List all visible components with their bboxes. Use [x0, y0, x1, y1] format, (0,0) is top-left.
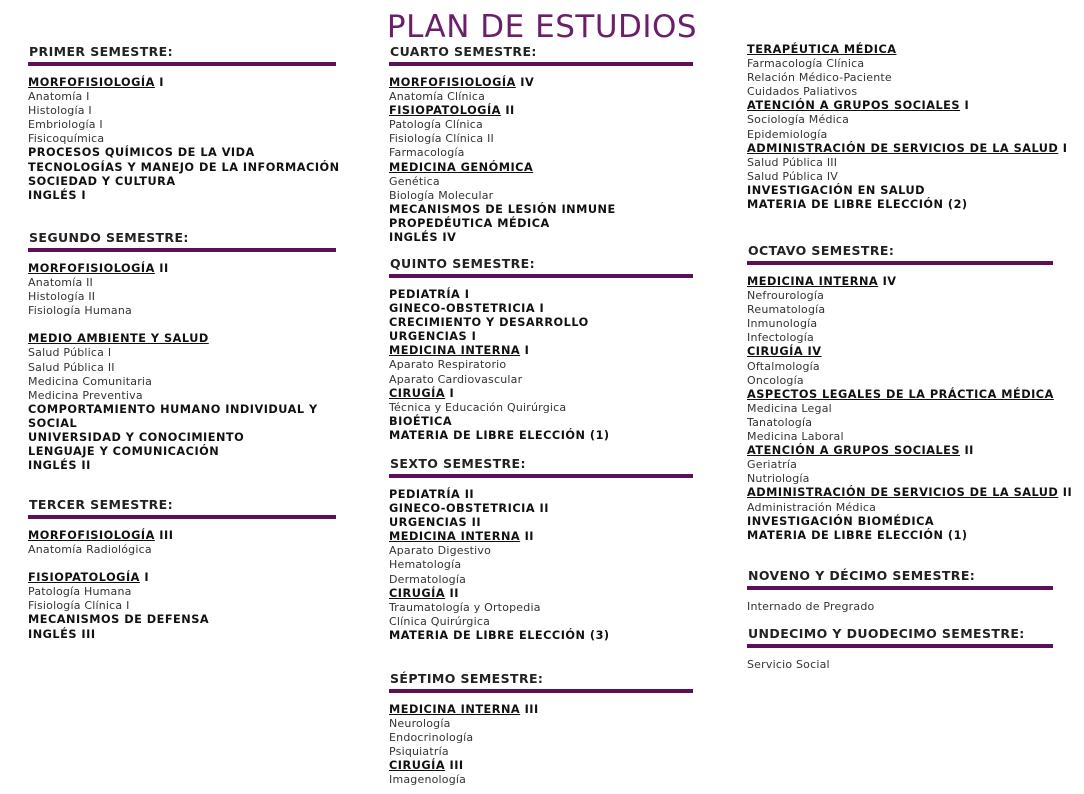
course-item: Nefrourología — [747, 289, 825, 303]
course-title: BIOÉTICA — [389, 414, 453, 428]
course-item: Farmacología Clínica — [747, 57, 865, 71]
course-item: Fisiología Humana — [28, 304, 132, 318]
course-title: MECANISMOS DE LESIÓN INMUNE — [389, 202, 616, 216]
course-area-level: I — [960, 99, 970, 113]
course-title: TECNOLOGÍAS Y MANEJO DE LA INFORMACIÓN — [28, 160, 340, 174]
course-item: Salud Pública I — [28, 346, 112, 360]
course-area-title — [28, 571, 336, 585]
course-area-title — [389, 587, 693, 601]
course-area-name: MEDICINA INTERNA — [747, 275, 879, 288]
semester-block — [28, 230, 336, 473]
heading-divider — [389, 62, 693, 66]
course-area-level: II — [960, 444, 974, 458]
course-area-level: II — [500, 104, 515, 118]
course-item: Epidemiología — [747, 127, 828, 141]
course-area-title — [747, 275, 1053, 289]
course-title: CRECIMIENTO Y DESARROLLO — [389, 316, 589, 330]
course-item: Oftalmología — [747, 359, 820, 373]
course-area-level: III — [154, 529, 174, 542]
course-item: Administración Médica — [747, 500, 877, 514]
course-area-name: MEDICINA GENÓMICA — [389, 160, 534, 174]
course-title: PEDIATRÍA II — [389, 488, 475, 501]
course-title: GINECO-OBSTETRICIA I — [389, 302, 545, 316]
heading-divider — [389, 474, 693, 478]
semester-block — [28, 497, 336, 642]
course-title: INVESTIGACIÓN BIOMÉDICA — [747, 514, 935, 528]
heading-divider — [28, 515, 336, 519]
course-item: Fisiología Clínica I — [28, 599, 130, 613]
course-area-level: I — [445, 386, 455, 400]
course-item: Embriología I — [28, 118, 103, 132]
semester-heading: OCTAVO SEMESTRE: — [748, 243, 895, 258]
course-area-name: ATENCIÓN A GRUPOS SOCIALES — [747, 444, 961, 458]
spacer — [28, 557, 336, 571]
course-item: Neurología — [389, 717, 451, 731]
course-title: INGLÉS II — [28, 459, 91, 473]
course-area-name: MEDICINA INTERNA — [389, 703, 521, 716]
course-item: Biología Molecular — [389, 188, 494, 202]
course-item: Fisiología Clínica II — [389, 132, 494, 146]
semester-heading: UNDECIMO Y DUODECIMO SEMESTRE: — [748, 626, 1025, 641]
semester-heading: SEXTO SEMESTRE: — [390, 456, 526, 471]
semester-block — [747, 568, 1053, 614]
course-item: Técnica y Educación Quirúrgica — [389, 400, 567, 414]
course-area-name: ASPECTOS LEGALES DE LA PRÁCTICA MÉDICA — [747, 387, 1054, 401]
semester-block — [28, 44, 340, 203]
semester-block — [747, 626, 1053, 672]
course-area-level: II — [445, 586, 459, 600]
course-area-name: CIRUGÍA — [389, 386, 446, 400]
semester-block — [389, 256, 693, 443]
course-area-level: IV — [878, 275, 897, 288]
semester-heading: NOVENO Y DÉCIMO SEMESTRE: — [748, 568, 976, 583]
course-area-level: II — [520, 530, 534, 544]
course-area-name: CIRUGÍA — [389, 759, 446, 773]
course-item: Relación Médico-Paciente — [747, 71, 892, 85]
course-title: INGLÉS IV — [389, 231, 457, 245]
course-area-level: II — [154, 262, 169, 275]
course-item: Aparato Digestivo — [389, 544, 492, 558]
heading-divider — [28, 62, 336, 66]
course-item: Anatomía Radiológica — [28, 543, 152, 557]
course-area-title — [389, 387, 693, 401]
course-title: MATERIA DE LIBRE ELECCIÓN (3) — [389, 628, 610, 642]
course-title: MATERIA DE LIBRE ELECCIÓN (2) — [747, 198, 968, 212]
course-area-title — [747, 486, 1073, 500]
course-area-level: I — [520, 344, 530, 358]
course-title: MECANISMOS DE DEFENSA — [28, 613, 210, 627]
semester-block — [389, 44, 693, 245]
course-title: PROCESOS QUÍMICOS DE LA VIDA — [28, 146, 255, 160]
semester-block — [747, 243, 1073, 543]
course-item: Cuidados Paliativos — [747, 85, 858, 99]
semester-heading: PRIMER SEMESTRE: — [29, 44, 174, 59]
course-item: Oncología — [747, 373, 804, 387]
course-title: URGENCIAS I — [389, 330, 477, 344]
semester-heading: TERCER SEMESTRE: — [29, 497, 173, 512]
course-item: Salud Pública III — [747, 155, 838, 169]
course-area-name: MORFOFISIOLOGÍA — [28, 529, 155, 542]
course-item: Anatomía Clínica — [389, 90, 486, 104]
course-area-title — [389, 530, 693, 544]
course-area-name: MORFOFISIOLOGÍA — [389, 76, 516, 89]
course-area-name: CIRUGÍA — [389, 586, 446, 600]
course-area-title — [28, 332, 336, 346]
course-area-title — [389, 76, 693, 90]
course-area-name: MORFOFISIOLOGÍA — [28, 262, 155, 275]
course-item: Nutriología — [747, 472, 810, 486]
course-area-level: II — [1058, 486, 1073, 500]
course-title: PEDIATRÍA I — [389, 288, 470, 301]
course-area-title — [28, 529, 336, 543]
course-area-name: ATENCIÓN A GRUPOS SOCIALES — [747, 99, 961, 113]
course-title: INVESTIGACIÓN EN SALUD — [747, 183, 925, 197]
semester-heading: SEGUNDO SEMESTRE: — [29, 230, 189, 245]
course-area-name: CIRUGÍA IV — [747, 345, 822, 359]
course-item: Histología I — [28, 104, 92, 118]
course-area-title — [389, 104, 693, 118]
course-title: INGLÉS III — [28, 627, 96, 641]
course-title: LENGUAJE Y COMUNICACIÓN — [28, 445, 220, 459]
heading-divider — [747, 261, 1053, 265]
course-area-title — [747, 43, 1053, 57]
course-item: Medicina Laboral — [747, 430, 844, 444]
course-item: Dermatología — [389, 572, 467, 586]
course-area-name: ADMINISTRACIÓN DE SERVICIOS DE LA SALUD — [747, 486, 1059, 500]
course-area-title — [389, 161, 693, 175]
heading-divider — [389, 689, 693, 693]
course-item: Farmacología — [389, 146, 465, 160]
semester-heading: CUARTO SEMESTRE: — [390, 44, 537, 59]
course-item: Aparato Respiratorio — [389, 358, 507, 372]
course-title: INGLÉS I — [28, 188, 87, 202]
course-item: Tanatología — [747, 415, 813, 429]
course-area-title — [28, 262, 336, 276]
course-item: Genética — [389, 174, 440, 188]
course-item: Inmunología — [747, 317, 818, 331]
course-area-name: MEDICINA INTERNA — [389, 344, 521, 358]
heading-divider — [747, 644, 1053, 648]
course-area-title — [389, 759, 693, 773]
course-item: Traumatología y Ortopedia — [389, 600, 541, 614]
course-item: Medicina Preventiva — [28, 388, 143, 402]
course-item: Patología Clínica — [389, 118, 483, 132]
course-item: Reumatología — [747, 303, 826, 317]
course-area-name: MEDIO AMBIENTE Y SALUD — [28, 332, 209, 346]
semester-block — [389, 456, 693, 643]
course-item: Imagenología — [389, 773, 467, 787]
course-item: Anatomía II — [28, 276, 93, 290]
course-area-name: MEDICINA INTERNA — [389, 530, 521, 544]
course-item: Salud Pública IV — [747, 169, 838, 183]
spacer — [28, 318, 336, 332]
course-area-level: III — [445, 759, 464, 773]
course-title: UNIVERSIDAD Y CONOCIMIENTO — [28, 431, 245, 445]
course-item: Aparato Cardiovascular — [389, 372, 523, 386]
course-item: Anatomía I — [28, 90, 90, 104]
course-item: Fisicoquímica — [28, 132, 105, 146]
course-item: Hematología — [389, 558, 462, 572]
course-area-level: I — [154, 76, 164, 89]
course-item: Internado de Pregrado — [747, 600, 875, 613]
course-area-level: I — [1058, 141, 1068, 155]
course-item: Servicio Social — [747, 658, 830, 671]
course-title: SOCIEDAD Y CULTURA — [28, 174, 176, 188]
course-area-title — [747, 388, 1053, 402]
course-area-title — [747, 141, 1068, 156]
heading-divider — [747, 586, 1053, 590]
course-area-name: FISIOPATOLOGÍA — [28, 571, 140, 585]
semester-heading: QUINTO SEMESTRE: — [390, 256, 536, 271]
course-item: Infectología — [747, 331, 814, 345]
course-area-name: FISIOPATOLOGÍA — [389, 104, 501, 118]
course-title: MATERIA DE LIBRE ELECCIÓN (1) — [389, 428, 610, 442]
semester-block — [389, 671, 693, 788]
course-title: PROPEDÉUTICA MÉDICA — [389, 216, 550, 230]
course-area-title — [389, 703, 693, 717]
course-item: Geriatría — [747, 458, 798, 472]
course-area-name: MORFOFISIOLOGÍA — [28, 76, 155, 89]
course-item: Medicina Legal — [747, 401, 832, 415]
course-area-level: IV — [515, 76, 535, 89]
course-title: MATERIA DE LIBRE ELECCIÓN (1) — [747, 528, 968, 542]
course-area-level: I — [139, 571, 150, 585]
course-item: Medicina Comunitaria — [28, 374, 153, 388]
page-title: PLAN DE ESTUDIOS — [386, 9, 698, 45]
course-area-title — [28, 76, 336, 90]
course-title: GINECO-OBSTETRICIA II — [389, 502, 549, 516]
course-title: URGENCIAS II — [389, 516, 482, 530]
course-item: Sociología Médica — [747, 113, 850, 127]
course-area-title — [747, 345, 1053, 359]
course-item: Endocrinología — [389, 731, 474, 745]
heading-divider — [28, 248, 336, 252]
course-item: Psiquiatría — [389, 745, 449, 759]
course-area-name: TERAPÉUTICA MÉDICA — [747, 43, 897, 56]
course-area-title — [747, 99, 1053, 113]
course-item: Salud Pública II — [28, 360, 115, 374]
course-item: Histología II — [28, 290, 96, 304]
course-item: Clínica Quirúrgica — [389, 614, 491, 628]
course-area-title — [389, 344, 693, 358]
course-area-name: ADMINISTRACIÓN DE SERVICIOS DE LA SALUD — [747, 141, 1059, 155]
course-title: COMPORTAMIENTO HUMANO INDIVIDUAL Y SOCIAL — [28, 402, 318, 430]
course-area-title — [747, 444, 1053, 458]
course-item: Patología Humana — [28, 585, 132, 599]
heading-divider — [389, 274, 693, 278]
course-area-level: III — [520, 703, 539, 716]
semester-block — [747, 43, 1068, 212]
semester-heading: SÉPTIMO SEMESTRE: — [390, 671, 544, 686]
